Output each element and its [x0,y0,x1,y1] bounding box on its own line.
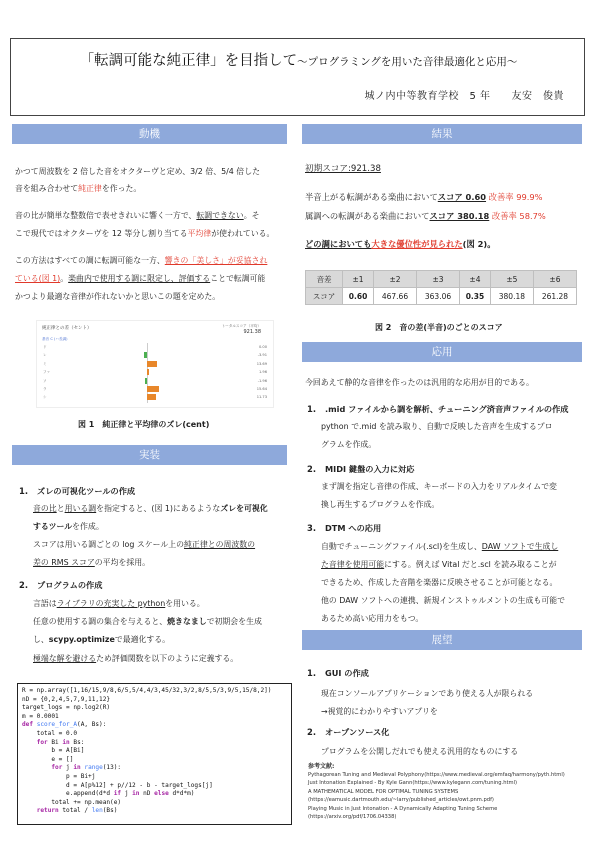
fig1-deviation-bar [147,369,149,375]
text: スコアは用いる調ごとの log スケール上の [33,540,185,549]
fig1-score: 921.38 [243,329,261,335]
impl-2-line-4 [33,653,238,664]
underlined-text: 差の RMS スコア [33,558,95,567]
impl-2-line-3 [33,634,170,645]
table-header-cell: ±3 [417,271,460,288]
text: こで現代ではオクターヴを 12 等分し割り当てる [15,229,188,238]
code-block [17,683,292,825]
underlined-text: ライブラリの充実した python [56,599,166,608]
improvement-dominant: 改善率 58.7% [491,211,546,221]
fig1-note-label: シ [43,395,47,400]
bold-text: 焼きなまし [167,617,207,626]
underlined-text: DAW ソフトで生成し [481,542,559,551]
outlook-1-line-1: 現在コンソールアプリケーションであり使える人が限られる [321,689,534,698]
fig1-value: 0.00 [258,345,267,349]
bold-text: するツール [33,522,73,531]
underlined-text: 楽曲内で使用する調に限定し、評価する [68,274,211,283]
reference-item: A MATHEMATICAL MODEL FOR OPTIMAL TUNING SYSTEMS [308,788,459,795]
fig1-score-label: トータルスコア（平均） [221,324,261,328]
impl-item-1-title: ズレの可視化ツールの作成 [37,486,136,496]
text: 。 [60,274,69,283]
app-1-line-2: グラムを作成。 [321,440,377,449]
text: と [56,504,65,513]
text: ため評価関数を以下のように定義する。 [96,654,239,663]
fig1-deviation-bar [145,378,147,384]
table-cell: 380.18 [490,288,533,305]
impl-item-1-number: 1. [19,486,29,496]
underlined-text: 極端な解を避ける [33,654,97,663]
app-1-line-1: python で.mid を読み取り、自動で反映した音声を生成するプロ [321,422,553,431]
text: 自動でチューニングファイル(.scl)を生成し、 [321,542,482,551]
underlined-text: 純正律との周波数の [184,540,256,549]
score-table-data-row [306,288,577,305]
text: を作成。 [72,522,104,531]
app-item-2-title: MIDI 鍵盤の入力に対応 [325,464,415,474]
text: 言語は [33,599,57,608]
fig1-value: -3.91 [257,353,267,358]
text: を用いる。 [165,599,205,608]
impl-1-line-1 [33,503,268,514]
motivation-line-4 [15,228,274,239]
highlight-fig-ref: ている(図 1) [15,274,61,283]
outlook-item-1-number: 1. [307,668,317,678]
app-item-3-title: DTM への応用 [325,523,382,533]
initial-score: 初期スコア:921.38 [305,164,381,174]
bold-text: ズレを可視化 [220,504,268,513]
app-2-line-1: まず調を指定し音律の作成、キーボードの入力をリアルタイムで変 [321,482,557,491]
table-cell: 0.60 [343,288,374,305]
reference-item: Pythagorean Tuning and Medieval Polyphony(https://www.medieval.org/emfaq/harmony/pyth.html) [308,772,565,778]
motivation-line-2 [15,183,141,194]
app-item-1-title: .mid ファイルから調を解析、チューニング済音声ファイルの作成 [325,404,569,414]
text: を指定すると、(図 1)にあるような [96,504,221,513]
section-header-results: 結果 [302,124,582,144]
text: ことで転調可能 [210,274,266,283]
text: 。そ [243,211,260,220]
reference-item: Playing Music in Just Intonation - A Dynamically Adapting Tuning Scheme [308,805,498,812]
text: (図 2)。 [462,239,496,249]
bold-text: どの調においても [305,239,372,249]
impl-2-line-2 [33,616,262,627]
reference-item: Just Intonation Explained - By Kyle Gann(https://www.kylegann.com/tuning.html) [308,780,518,787]
title-main: 「転調可能な純正律」を目指して [79,53,298,69]
app-item-1-number: 1. [307,404,317,414]
highlight-equal-temperament: 平均律 [187,229,212,238]
text: この方法はすべての調に転調可能な一方、 [15,256,165,265]
fig1-deviation-bar [144,352,147,358]
app-3-line-2 [321,559,557,570]
references-title: 参考文献: [308,763,335,770]
section-header-implementation: 実装 [12,445,287,465]
fig1-note-label: ラ [43,387,47,391]
app-item-2-number: 2. [307,464,317,474]
text: 任意の使用する調の集合を与えると、 [33,617,168,626]
improvement-semitone: 改善率 99.9% [488,192,543,202]
score-table [305,270,577,305]
fig1-note-label: ミ [43,361,47,366]
table-header-cell: ±2 [373,271,416,288]
text: 音を組み合わせて [15,184,79,193]
motivation-line-1: かつて周波数を 2 倍した音をオクターヴと定め、3/2 倍、5/4 倍した [15,167,260,176]
app-3-line-1 [321,541,558,552]
title-subtitle: ～プログラミングを用いた音律最適化と応用～ [297,56,518,68]
text: 半音上がる転調がある楽曲において [305,192,438,202]
bold-text: scypy.optimize [48,635,115,644]
table-header-cell: ±1 [343,271,374,288]
highlight-beauty: 響きの「美しさ」が妥協され [164,256,268,265]
fig1-deviation-bar [147,386,159,392]
outlook-item-2-number: 2. [307,727,317,737]
fig1-value: -1.96 [257,378,267,383]
score-table-header-row [306,271,577,288]
impl-item-2-number: 2. [19,580,29,590]
app-2-line-2: 換し再生するプログラムを作成。 [321,500,440,509]
fig1-value: 1.96 [258,370,267,375]
outlook-1-line-2: →視覚的にわかりやすいアプリを [321,707,438,716]
table-cell: スコア [306,288,343,305]
figure-2-caption: 図 2 音の差(半音)のごとのスコア [375,323,503,332]
impl-item-2-title: プログラムの作成 [37,580,103,590]
table-header-cell: ±5 [490,271,533,288]
fig1-key: 基音 C (ハ長調) [42,337,68,341]
impl-1-line-4 [33,557,150,568]
fig1-deviation-bar [147,361,157,367]
app-3-line-5: あるため高い応用力をもつ。 [321,614,424,623]
figure-1-caption: 図 1 純正律と平均律のズレ(cent) [78,420,210,429]
fig1-note-label: ファ [43,370,51,375]
impl-1-line-3 [33,539,255,550]
underlined-text: 転調できない [196,211,244,220]
fig1-note-label: レ [43,353,47,358]
motivation-line-6 [15,273,265,284]
outlook-item-1-title: GUI の作成 [325,668,369,678]
application-intro: 今回あえて静的な音律を作ったのは汎用的な応用が目的である。 [305,378,534,387]
fig1-note-label: ソ [43,378,47,383]
outlook-item-2-title: オープンソース化 [325,727,390,737]
poster-title [11,49,586,70]
text: 属調への転調がある楽曲において [305,211,430,221]
reference-item: (https://eamusic.dartmouth.edu/~larry/published_articles/owt.pnm.pdf) [308,797,494,804]
highlight-just-intonation: 純正律 [78,184,102,193]
score-semitone: スコア 0.60 [437,192,487,202]
section-header-outlook: 展望 [302,630,582,650]
table-cell: 363.06 [417,288,460,305]
fig1-note-label: ド [43,345,47,349]
result-line-2 [305,211,546,222]
fig1-title: 純正律との差（セント） [42,326,92,331]
figure-1-deviation-chart [36,320,274,408]
code-text: R = np.array([1,16/15,9/8,6/5,5/4,4/3,45/32,3/2,8/5,5/3,9/5,15/8,2]) nD = {0,2,4,5,7,9,11,12} target_logs = np.log2(R) m = 0.0001 def score_for_A(A, Bs): total = 0.0 for Bi in Bs: b = A[Bi] e = [] for j in range(13): p = Bi+j d = A[p%12] + p//12 - b - target_logs[j] e.append(d*d if j in nD else d*d*m) total += np.mean(e) return total / len(Bs) [22,687,272,815]
outlook-2-line-1: プログラムを公開しだれでも使える汎用的なものにする [321,747,519,756]
motivation-line-5 [15,255,267,266]
section-header-motivation: 動機 [12,124,287,144]
table-cell: 467.66 [373,288,416,305]
app-item-3-number: 3. [307,523,317,533]
impl-1-line-2 [33,521,104,532]
table-header-cell: ±6 [533,271,576,288]
underlined-text: た音律を使用可能 [321,560,385,569]
text: 音の比が簡単な整数倍で表せきれいに響く一方で、 [15,211,197,220]
text: し、 [33,635,49,644]
table-cell: 0.35 [460,288,491,305]
app-3-line-3: できるため、作成した音階を楽器に反映させることが可能となる。 [321,578,558,587]
section-header-application: 応用 [302,342,582,362]
score-dominant: スコア 380.18 [429,211,490,221]
fig1-value: 13.69 [256,361,267,366]
fig1-value: 15.64 [256,387,267,391]
text: が使われている。 [211,229,275,238]
text: を作った。 [101,184,142,193]
text: で最適化する。 [114,635,171,644]
underlined-text: 音の比 [33,504,57,513]
app-3-line-4: 他の DAW ソフトへの連携、新規インストゥルメントの生成も可能で [321,596,565,605]
title-box [10,38,585,116]
table-cell: 261.28 [533,288,576,305]
table-header-cell: 音差 [306,271,343,288]
highlight-advantage: 大きな優位性が見られた [371,239,463,249]
result-line-1 [305,192,543,203]
motivation-line-7: かつより最適な音律が作れないかと思いこの題を定めた。 [15,292,221,301]
motivation-line-3 [15,210,259,221]
text: の平均を採用。 [94,558,151,567]
fig1-deviation-bar [147,394,156,400]
text: にする。例えば Vital だと.scl を読み取ることが [384,560,557,569]
result-line-3 [305,239,496,250]
text: で初期会を生成 [206,617,262,626]
impl-2-line-1 [33,598,205,609]
underlined-text: 用いる調 [64,504,97,513]
table-header-cell: ±4 [460,271,491,288]
fig1-value: 11.73 [256,395,267,400]
author: 城ノ内中等教育学校 5 年 友安 俊貴 [364,91,564,102]
reference-item: (https://arxiv.org/pdf/1706.04338) [308,814,397,820]
